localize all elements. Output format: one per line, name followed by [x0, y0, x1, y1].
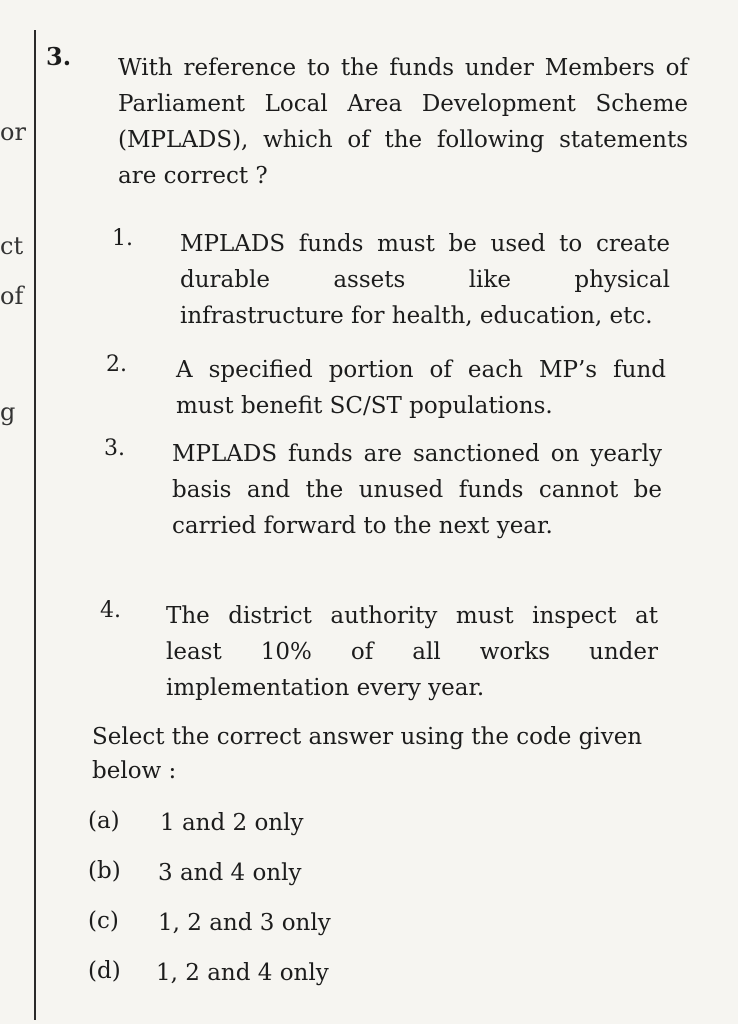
- statement-3: MPLADS funds are sanctioned on yearly basis and the unused funds cannot be carried forward to the next year.: [172, 441, 662, 539]
- statement-4: The district authority must inspect at least 10% of all works under implementation every year.: [166, 603, 658, 701]
- option-b-label: (b): [88, 858, 121, 884]
- question-number: 3.: [46, 42, 72, 71]
- option-d-label: (d): [88, 958, 121, 984]
- option-d-text: 1, 2 and 4 only: [156, 960, 329, 986]
- statement-1: MPLADS funds must be used to create durable assets like physical infrastructure for health, education, etc.: [180, 231, 670, 329]
- statement-number-3: 3.: [104, 436, 125, 461]
- statement-number-4: 4.: [100, 598, 121, 623]
- answer-instruction: Select the correct answer using the code given below :: [92, 724, 643, 784]
- option-c-text: 1, 2 and 3 only: [158, 910, 331, 936]
- statement-number-1: 1.: [112, 226, 133, 251]
- margin-fragment-3: of: [0, 282, 24, 310]
- margin-fragment-1: or: [0, 118, 26, 146]
- margin-fragment-2: ct: [0, 232, 24, 260]
- statement-number-2: 2.: [106, 352, 127, 377]
- option-b-text: 3 and 4 only: [158, 860, 302, 886]
- statement-2: A specified portion of each MP’s fund must benefit SC/ST populations.: [176, 357, 666, 419]
- option-a-label: (a): [88, 808, 120, 834]
- question-stem: With reference to the funds under Members of Parliament Local Area Development Scheme (MPLADS), which of the following statements are correct ?: [118, 55, 688, 189]
- margin-fragment-4: g: [0, 398, 16, 426]
- option-c-label: (c): [88, 908, 119, 934]
- left-margin-rule: [34, 30, 36, 1020]
- option-a-text: 1 and 2 only: [160, 810, 304, 836]
